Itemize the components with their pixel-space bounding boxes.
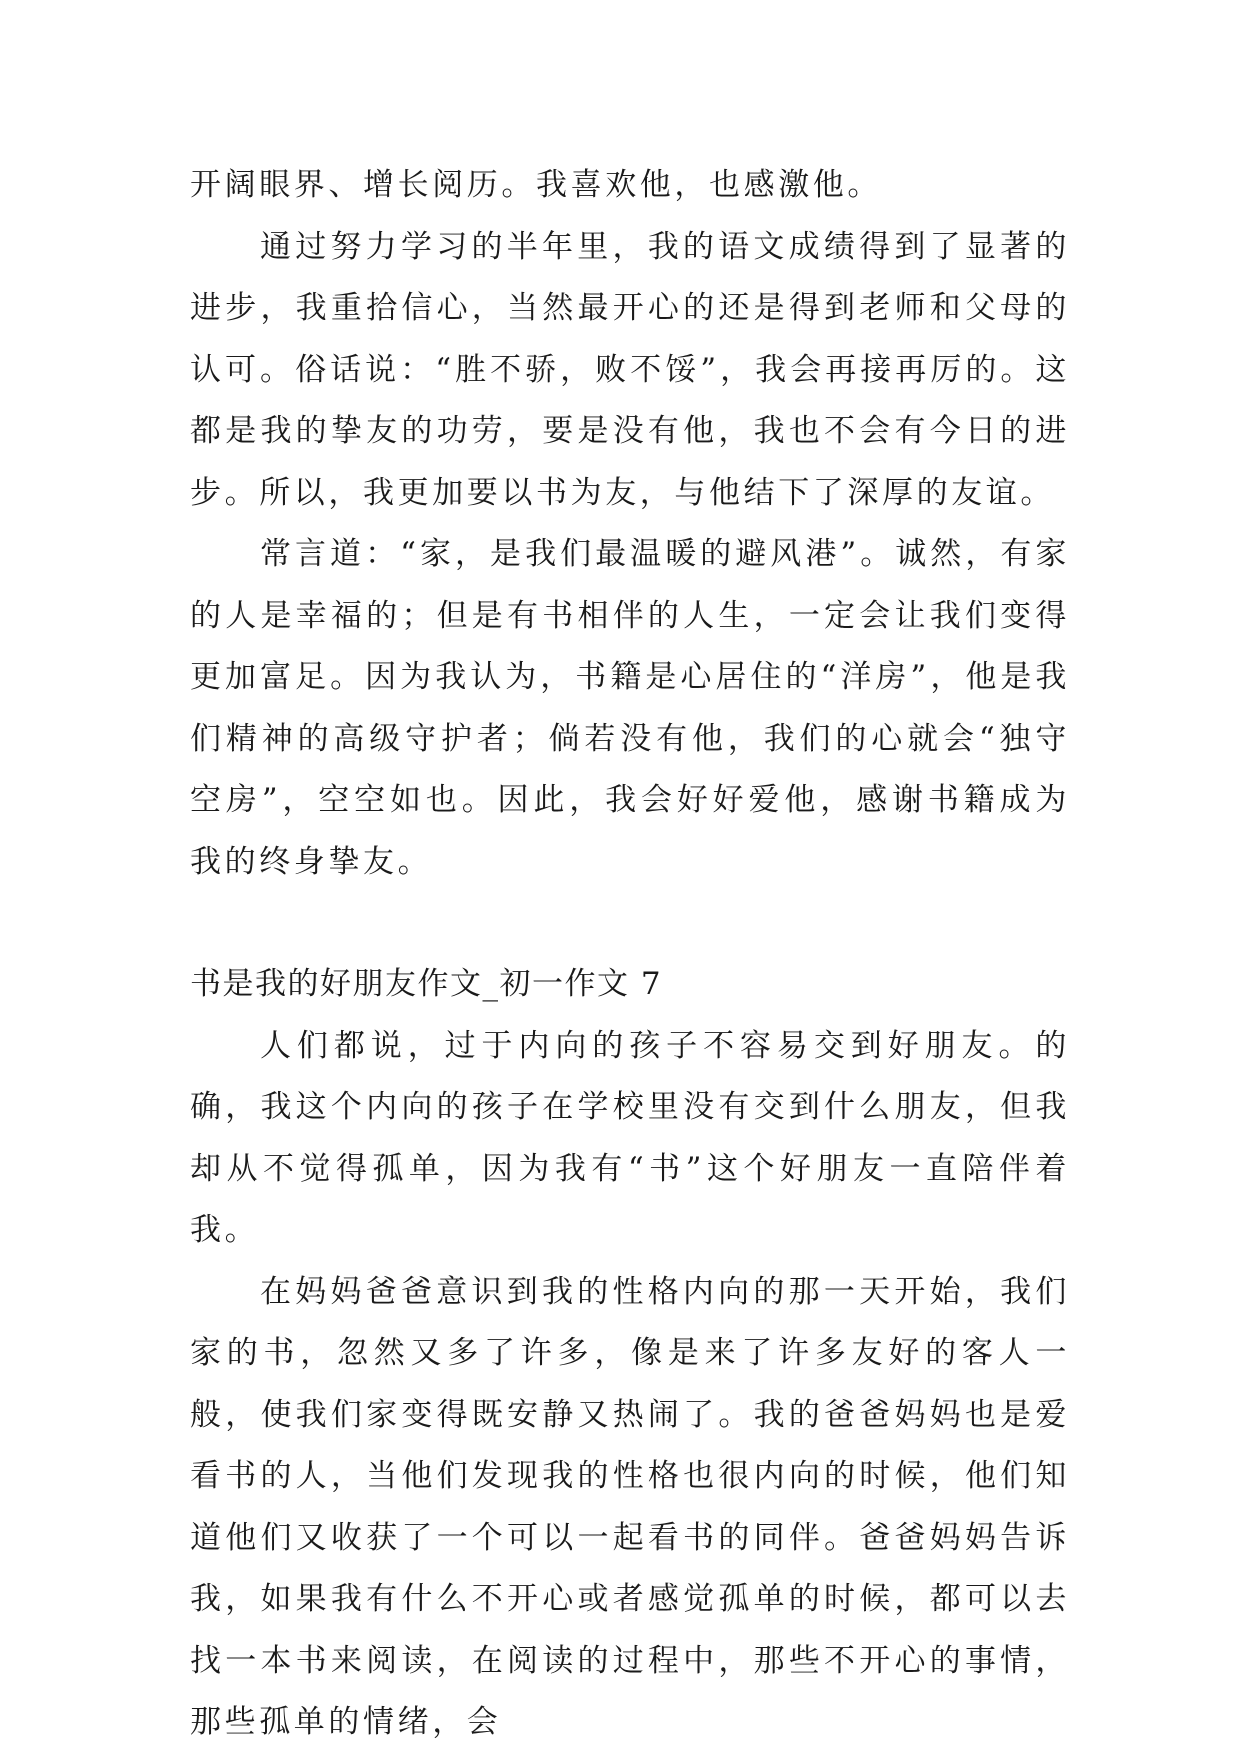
document-body: [190, 155, 1070, 1754]
paragraph-progress: 通过努力学习的半年里，我的语文成绩得到了显著的进步，我重拾信心，当然最开心的还是得到老师和父母的认可。俗话说：“胜不骄，败不馁”，我会再接再厉的。这都是我的挚友的功劳，要是没有他，我也不会有今日的进步。所以，我更加要以书为友，与他结下了深厚的友谊。: [190, 228, 1070, 511]
paragraph-introvert: 人们都说，过于内向的孩子不容易交到好朋友。的确，我这个内向的孩子在学校里没有交到什么朋友，但我却从不觉得孤单，因为我有“书”这个好朋友一直陪伴着我。: [190, 1027, 1070, 1248]
essay-title: 书是我的好朋友作文_初一作文 7: [190, 966, 663, 1002]
paragraph-home-and-books: 常言道：“家，是我们最温暖的避风港”。诚然，有家的人是幸福的；但是有书相伴的人生，一定会让我们变得更加富足。因为我认为，书籍是心居住的“洋房”，他是我们精神的高级守护者；倘若没有他，我们的心就会“独守空房”，空空如也。因此，我会好好爱他，感谢书籍成为我的终身挚友。: [190, 536, 1070, 880]
paragraph-continuation: 开阔眼界、增长阅历。我喜欢他，也感激他。: [190, 167, 882, 203]
section-spacer: [190, 893, 1070, 954]
paragraph-parents: 在妈妈爸爸意识到我的性格内向的那一天开始，我们家的书，忽然又多了许多，像是来了许多友好的客人一般，使我们家变得既安静又热闹了。我的爸爸妈妈也是爱看书的人，当他们发现我的性格也很内向的时候，他们知道他们又收获了一个可以一起看书的同伴。爸爸妈妈告诉我，如果我有什么不开心或者感觉孤单的时候，都可以去找一本书来阅读，在阅读的过程中，那些不开心的事情，那些孤单的情绪，会: [190, 1273, 1070, 1740]
